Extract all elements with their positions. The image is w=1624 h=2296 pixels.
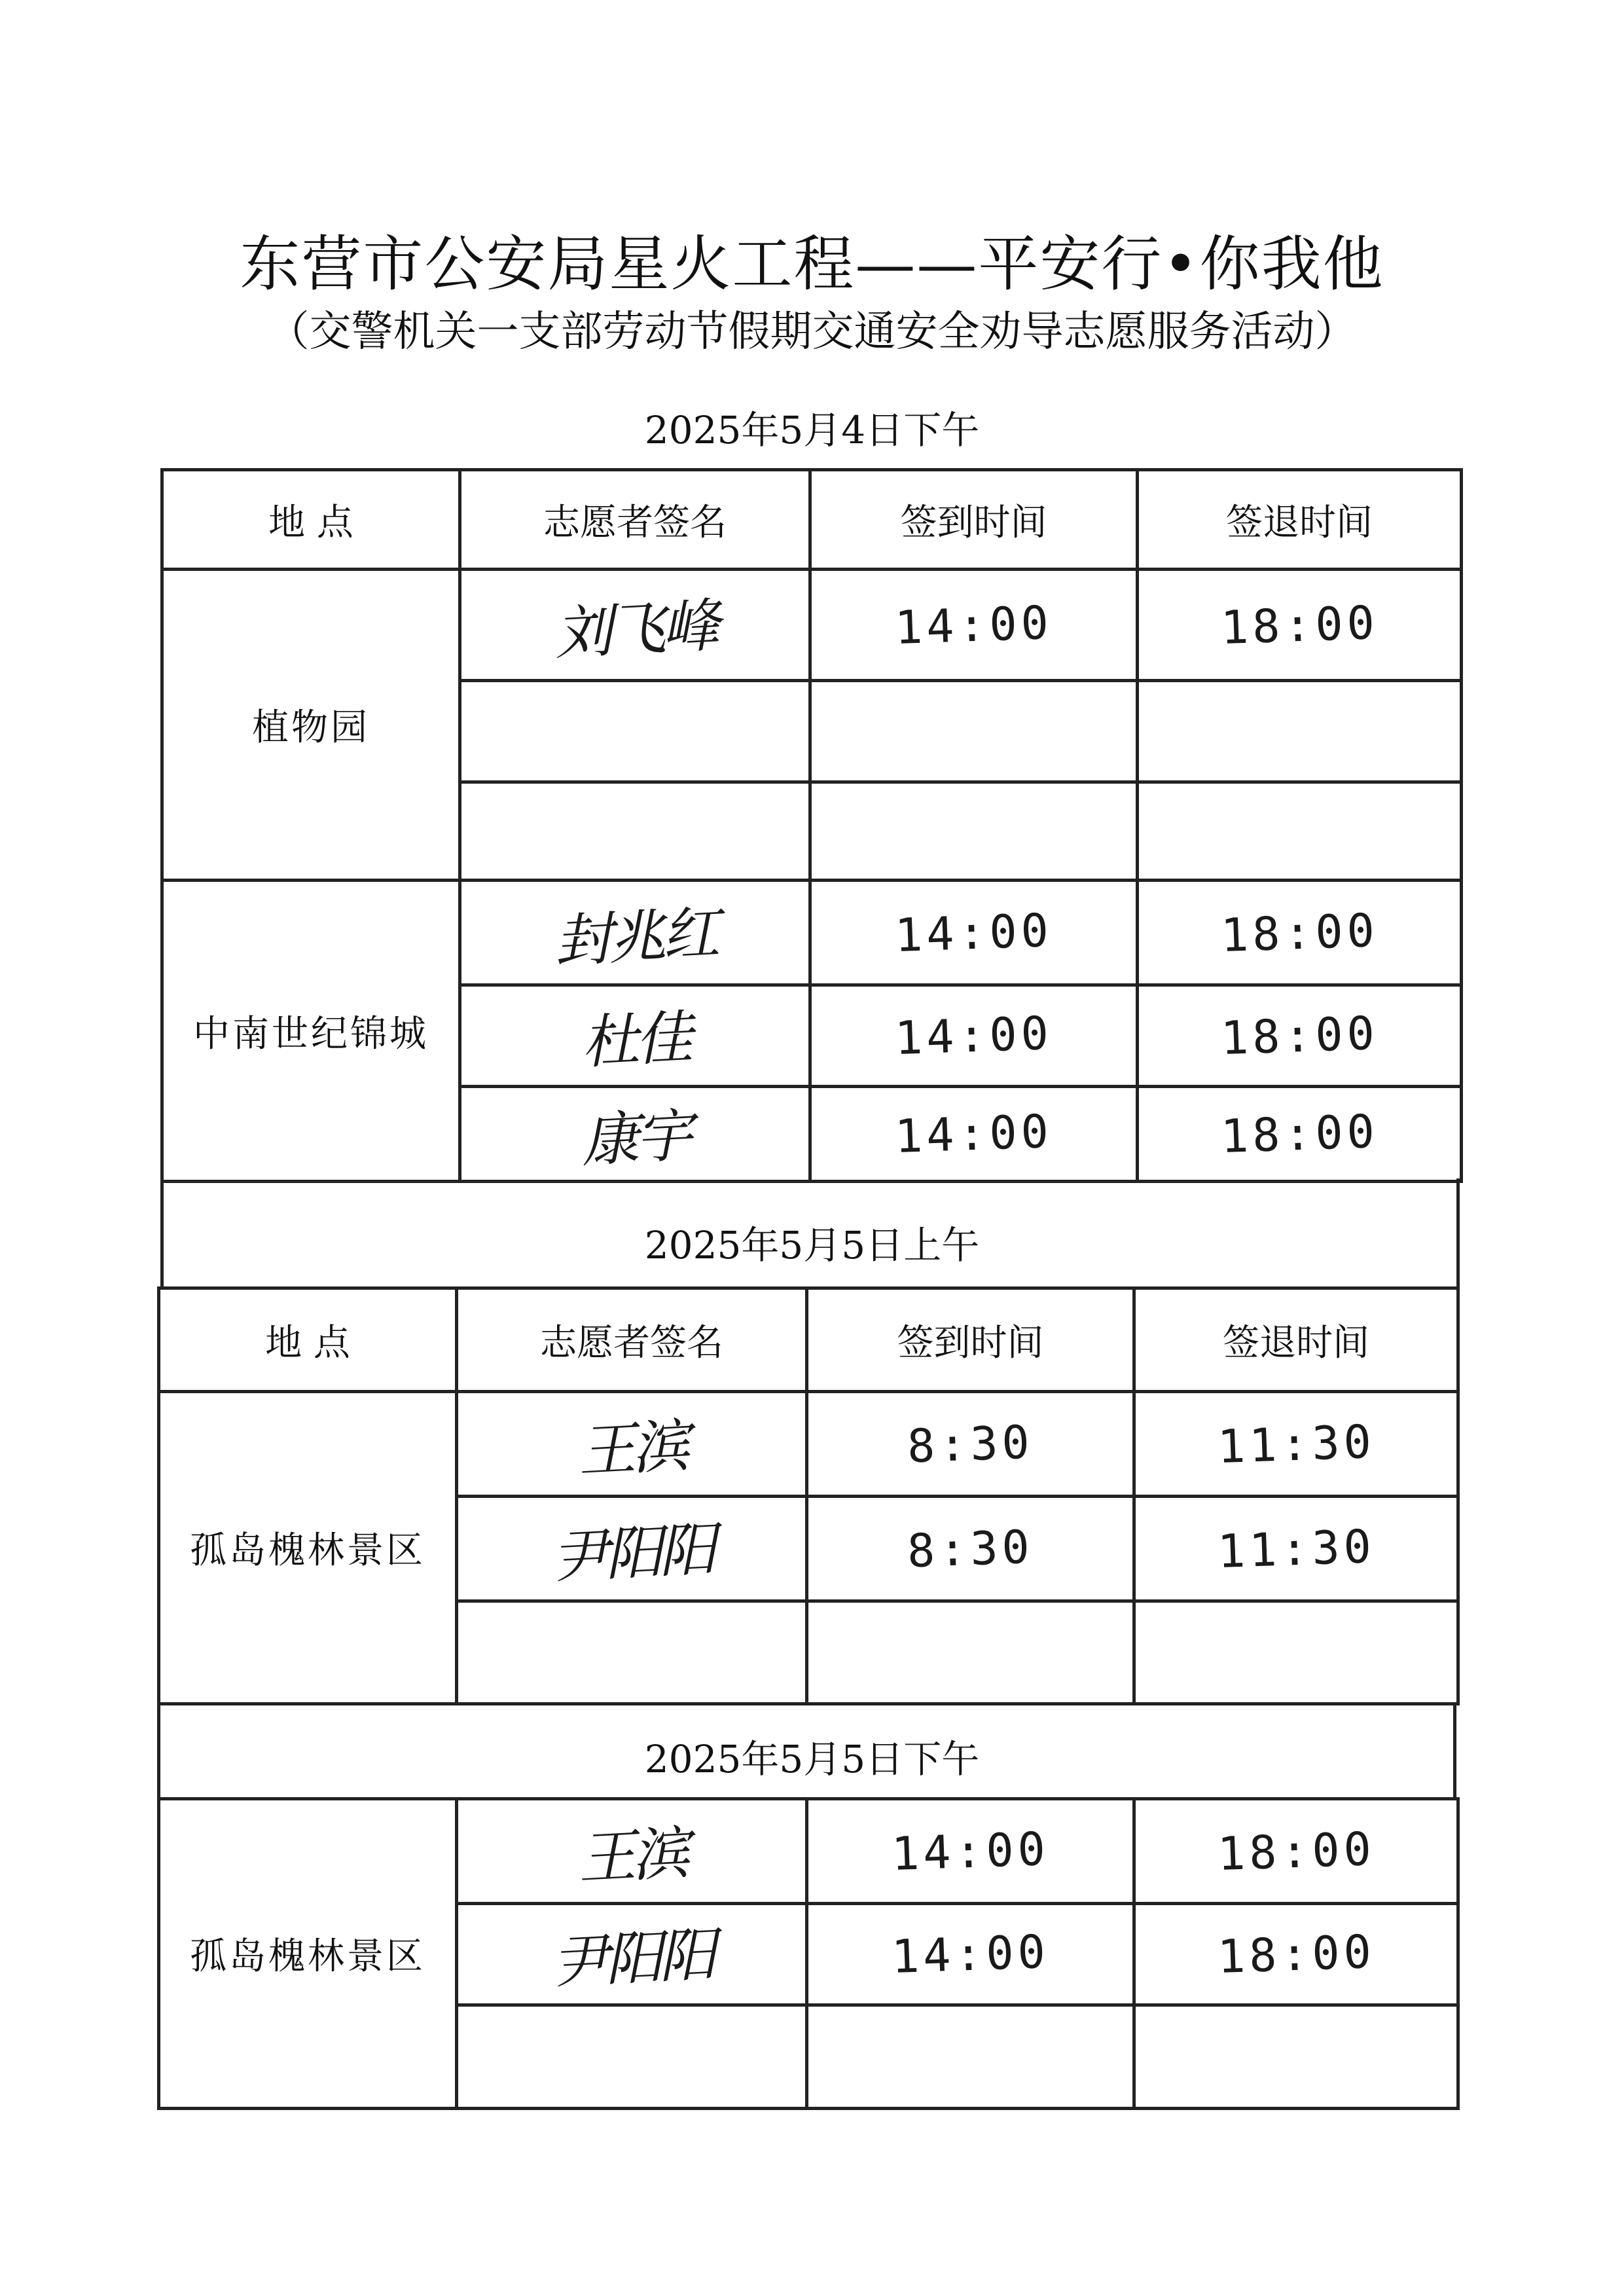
signature-cell [457, 1799, 807, 1904]
checkout-cell [1134, 1904, 1458, 2005]
handwritten-checkout: 18:00 [1216, 1821, 1376, 1881]
handwritten-checkin: 14:00 [893, 903, 1054, 962]
handwritten-checkin: 8:30 [906, 1520, 1035, 1578]
signature-cell [460, 570, 810, 681]
handwritten-checkout: 18:00 [1219, 903, 1379, 962]
checkin-cell [810, 1087, 1138, 1182]
handwritten-signature: 康宇 [579, 1101, 691, 1175]
handwritten-checkin: 14:00 [893, 1006, 1054, 1066]
checkin-cell [810, 570, 1138, 681]
header-location: 地 点 [159, 1288, 457, 1392]
checkin-cell [807, 1799, 1134, 1904]
handwritten-signature: 王滨 [576, 1412, 687, 1485]
handwritten-checkout: 18:00 [1219, 1104, 1379, 1164]
signature-cell [457, 1904, 807, 2005]
header-signature: 志愿者签名 [457, 1288, 807, 1392]
checkout-cell [1134, 1799, 1458, 1904]
handwritten-checkin: 14:00 [893, 1104, 1054, 1164]
checkin-cell [807, 1601, 1134, 1704]
checkout-cell [1138, 881, 1462, 985]
handwritten-checkin: 14:00 [890, 1924, 1051, 1984]
table-row [162, 881, 1462, 985]
checkout-cell [1138, 985, 1462, 1087]
table-row [159, 1392, 1458, 1497]
handwritten-checkout: 18:00 [1216, 1924, 1376, 1984]
signature-cell [457, 1601, 807, 1704]
table-row [159, 1799, 1458, 1904]
header-checkin: 签到时间 [807, 1288, 1134, 1392]
signature-cell [457, 1392, 807, 1497]
handwritten-signature: 王滨 [576, 1819, 687, 1892]
checkin-cell [810, 881, 1138, 985]
checkout-cell [1138, 1087, 1462, 1182]
handwritten-checkout: 18:00 [1219, 1006, 1379, 1066]
location-cell: 植物园 [162, 570, 460, 881]
header-checkin: 签到时间 [810, 470, 1138, 570]
table-header-row [159, 1288, 1458, 1392]
header-checkout: 签退时间 [1134, 1288, 1458, 1392]
signature-cell [460, 681, 810, 782]
checkin-cell [810, 985, 1138, 1087]
handwritten-signature: 尹阳阳 [549, 1920, 714, 1997]
checkout-cell [1134, 2005, 1458, 2109]
session-date: 2025年5月5日上午 [644, 1223, 980, 1267]
checkout-cell [1134, 1392, 1458, 1497]
signature-cell [457, 2005, 807, 2109]
location-cell: 孤岛槐林景区 [159, 1799, 457, 2109]
checkout-cell [1138, 782, 1462, 881]
handwritten-signature: 尹阳阳 [549, 1515, 714, 1591]
header-location: 地 点 [162, 470, 460, 570]
signature-cell [460, 881, 810, 985]
signin-table-session-3 [157, 1797, 1460, 2110]
location-cell: 中南世纪锦城 [162, 881, 460, 1182]
session-date: 2025年5月4日下午 [644, 408, 980, 452]
checkin-cell [807, 2005, 1134, 2109]
checkin-cell [810, 782, 1138, 881]
checkout-cell [1134, 1497, 1458, 1601]
document-subtitle: （交警机关一支部劳动节假期交通安全劝导志愿服务活动） [267, 308, 1357, 356]
session-date: 2025年5月5日下午 [644, 1737, 980, 1781]
header-signature: 志愿者签名 [460, 470, 810, 570]
handwritten-signature: 封兆红 [552, 899, 717, 975]
handwritten-checkin: 8:30 [906, 1415, 1035, 1473]
checkin-cell [807, 1904, 1134, 2005]
checkin-cell [807, 1392, 1134, 1497]
signin-table-session-1 [160, 468, 1463, 1183]
signature-cell [460, 1087, 810, 1182]
table-row [162, 570, 1462, 681]
signature-cell [457, 1497, 807, 1601]
checkout-cell [1138, 681, 1462, 782]
checkin-cell [810, 681, 1138, 782]
signature-cell [460, 985, 810, 1087]
signature-cell [460, 782, 810, 881]
handwritten-checkout: 11:30 [1216, 1414, 1376, 1474]
checkout-cell [1134, 1601, 1458, 1704]
handwritten-signature: 刘飞峰 [552, 591, 717, 667]
header-checkout: 签退时间 [1138, 470, 1462, 570]
handwritten-checkout: 18:00 [1219, 595, 1379, 655]
table-header-row [162, 470, 1462, 570]
handwritten-checkin: 14:00 [893, 595, 1054, 655]
checkout-cell [1138, 570, 1462, 681]
signin-table-session-2 [157, 1286, 1460, 1705]
handwritten-signature: 杜佳 [579, 1003, 691, 1077]
document-title: 东营市公安局星火工程——平安行•你我他 [240, 229, 1384, 299]
location-cell: 孤岛槐林景区 [159, 1392, 457, 1704]
checkin-cell [807, 1497, 1134, 1601]
handwritten-checkin: 14:00 [890, 1821, 1051, 1881]
handwritten-checkout: 11:30 [1216, 1519, 1376, 1578]
